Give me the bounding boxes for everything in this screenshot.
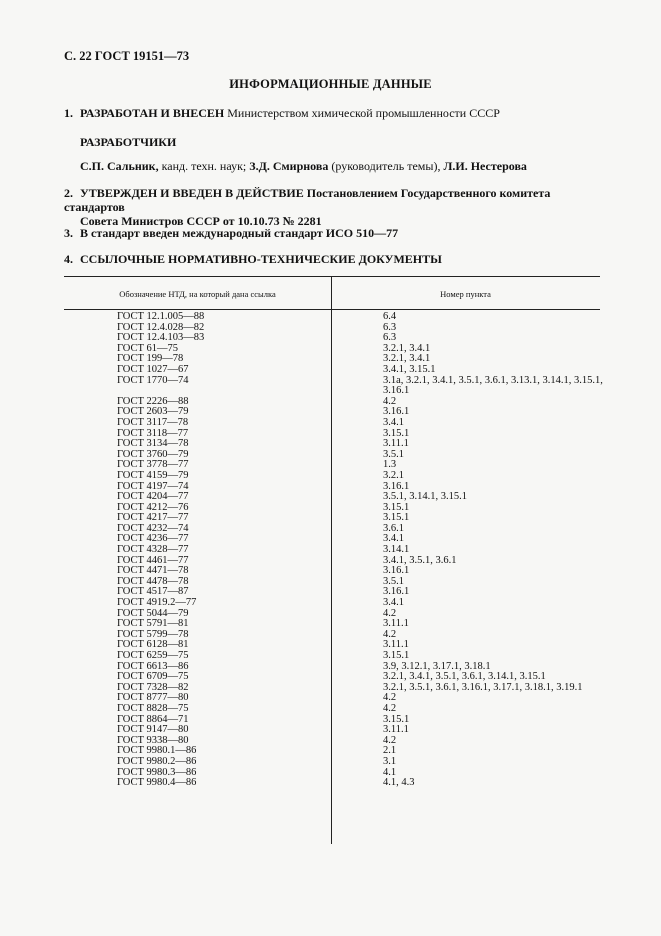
item-2-bold: УТВЕРЖДЕН И ВВЕДЕН В ДЕЙСТВИЕ xyxy=(80,186,304,200)
developer-title: канд. техн. наук; xyxy=(158,159,250,173)
item-1-text: Министерством химической промышленности СССР xyxy=(224,106,500,120)
item-2-continuation: Совета Министров СССР от 10.10.73 № 2281 xyxy=(80,214,322,228)
clause-numbers: 3.1а, 3.2.1, 3.4.1, 3.5.1, 3.6.1, 3.13.1, 3.14.1, 3.15.1, 3.16.1 xyxy=(383,374,603,397)
table-row xyxy=(0,534,661,545)
table-row xyxy=(0,736,661,747)
clause-numbers: 3.1 xyxy=(383,755,397,767)
table-row xyxy=(0,429,661,440)
clause-numbers: 3.16.1 xyxy=(383,586,410,598)
clause-numbers: 3.11.1 xyxy=(383,724,409,736)
table-header-col2: Номер пункта xyxy=(440,289,491,299)
clause-numbers: 3.4.1 xyxy=(383,416,404,428)
ntd-designation: ГОСТ 4328—77 xyxy=(117,544,189,556)
ntd-designation: ГОСТ 4236—77 xyxy=(117,533,189,545)
clause-numbers: 4.2 xyxy=(383,692,397,704)
table-row xyxy=(0,397,661,408)
item-3-number: 3. xyxy=(64,226,73,240)
item-3 xyxy=(64,226,398,241)
clause-numbers: 6.4 xyxy=(383,311,397,322)
developers-list xyxy=(80,159,527,174)
table-row xyxy=(0,566,661,577)
reference-table-body xyxy=(0,312,661,789)
ntd-designation: ГОСТ 6259—75 xyxy=(117,650,189,661)
ntd-designation: ГОСТ 6709—75 xyxy=(117,671,189,683)
table-row xyxy=(0,746,661,757)
table-row xyxy=(0,768,661,779)
table-row xyxy=(0,545,661,556)
ntd-designation: ГОСТ 4232—74 xyxy=(117,522,189,534)
item-2 xyxy=(64,186,604,228)
table-row xyxy=(0,513,661,524)
item-3-text: В стандарт введен международный стандарт ИСО 510—77 xyxy=(80,226,399,240)
clause-numbers: 4.1 xyxy=(383,766,397,778)
ntd-designation: ГОСТ 5799—78 xyxy=(117,628,189,640)
table-top-rule xyxy=(64,276,600,277)
clause-numbers: 2.1 xyxy=(383,745,397,757)
ntd-designation: ГОСТ 6128—81 xyxy=(117,639,189,651)
ntd-designation: ГОСТ 4217—77 xyxy=(117,512,189,524)
clause-numbers: 4.2 xyxy=(383,607,397,619)
developer-name: Л.И. Нестерова xyxy=(443,159,527,173)
clause-numbers: 3.2.1, 3.4.1 xyxy=(383,342,431,354)
item-2-number: 2. xyxy=(64,186,73,200)
clause-numbers: 3.15.1 xyxy=(383,650,410,661)
table-row xyxy=(0,715,661,726)
table-row xyxy=(0,439,661,450)
clause-numbers: 6.3 xyxy=(383,332,397,344)
ntd-designation: ГОСТ 12.4.028—82 xyxy=(117,321,205,333)
table-header-rule xyxy=(64,309,600,310)
clause-numbers: 3.11.1 xyxy=(383,639,409,651)
table-row xyxy=(0,662,661,673)
ntd-designation: ГОСТ 9980.3—86 xyxy=(117,766,197,778)
ntd-designation: ГОСТ 2603—79 xyxy=(117,406,189,418)
item-1 xyxy=(64,106,500,121)
clause-numbers: 3.2.1, 3.4.1 xyxy=(383,353,431,365)
clause-numbers: 3.16.1 xyxy=(383,406,410,418)
developers-heading: РАЗРАБОТЧИКИ xyxy=(80,135,177,149)
table-row xyxy=(0,471,661,482)
table-row xyxy=(0,492,661,503)
table-row xyxy=(0,630,661,641)
table-row xyxy=(0,407,661,418)
ntd-designation: ГОСТ 1770—74 xyxy=(117,374,189,386)
clause-numbers: 3.5.1 xyxy=(383,448,404,460)
clause-numbers: 3.4.1 xyxy=(383,533,404,545)
item-4-number: 4. xyxy=(64,252,73,266)
clause-numbers: 3.15.1 xyxy=(383,512,410,524)
ntd-designation: ГОСТ 3117—78 xyxy=(117,416,189,428)
clause-numbers: 3.2.1, 3.5.1, 3.6.1, 3.16.1, 3.17.1, 3.18.1, 3.19.1 xyxy=(383,681,583,693)
clause-numbers: 3.4.1, 3.5.1, 3.6.1 xyxy=(383,554,457,566)
ntd-designation: ГОСТ 3134—78 xyxy=(117,438,189,450)
clause-numbers: 4.2 xyxy=(383,628,397,640)
ntd-designation: ГОСТ 4212—76 xyxy=(117,501,189,513)
clause-numbers: 3.16.1 xyxy=(383,480,410,492)
clause-numbers: 3.15.1 xyxy=(383,501,410,513)
ntd-designation: ГОСТ 4919.2—77 xyxy=(117,597,197,609)
ntd-designation: ГОСТ 8828—75 xyxy=(117,702,189,714)
ntd-designation: ГОСТ 3760—79 xyxy=(117,448,189,460)
table-row xyxy=(0,482,661,493)
ntd-designation: ГОСТ 12.1.005—88 xyxy=(117,311,205,322)
ntd-designation: ГОСТ 8777—80 xyxy=(117,692,189,704)
developer-title: (руководитель темы), xyxy=(328,159,444,173)
table-row xyxy=(0,587,661,598)
clause-numbers: 3.11.1 xyxy=(383,618,409,630)
table-row xyxy=(0,651,661,662)
clause-numbers: 3.14.1 xyxy=(383,544,410,556)
clause-numbers: 3.2.1, 3.4.1, 3.5.1, 3.6.1, 3.14.1, 3.15.1 xyxy=(383,671,546,683)
clause-numbers: 3.2.1 xyxy=(383,469,404,481)
item-4 xyxy=(64,252,442,267)
ntd-designation: ГОСТ 4517—87 xyxy=(117,586,189,598)
clause-numbers: 4.2 xyxy=(383,395,397,407)
ntd-designation: ГОСТ 9338—80 xyxy=(117,734,189,746)
ntd-designation: ГОСТ 199—78 xyxy=(117,353,184,365)
item-4-text: ССЫЛОЧНЫЕ НОРМАТИВНО-ТЕХНИЧЕСКИЕ ДОКУМЕНТЫ xyxy=(80,252,442,266)
table-row xyxy=(0,577,661,588)
ntd-designation: ГОСТ 1027—67 xyxy=(117,363,189,375)
clause-numbers: 3.15.1 xyxy=(383,713,410,725)
clause-numbers: 3.5.1, 3.14.1, 3.15.1 xyxy=(383,491,467,503)
clause-numbers: 3.4.1, 3.15.1 xyxy=(383,363,436,375)
section-title: ИНФОРМАЦИОННЫЕ ДАННЫЕ xyxy=(229,77,432,91)
ntd-designation: ГОСТ 7328—82 xyxy=(117,681,189,693)
table-row xyxy=(0,460,661,471)
clause-numbers: 3.6.1 xyxy=(383,522,404,534)
table-row xyxy=(0,450,661,461)
table-row xyxy=(0,365,661,376)
ntd-designation: ГОСТ 9980.1—86 xyxy=(117,745,197,757)
table-row xyxy=(0,598,661,609)
table-row xyxy=(0,556,661,567)
clause-numbers: 4.2 xyxy=(383,734,397,746)
table-row xyxy=(0,312,661,323)
clause-numbers: 6.3 xyxy=(383,321,397,333)
clause-numbers: 3.16.1 xyxy=(383,565,410,577)
ntd-designation: ГОСТ 8864—71 xyxy=(117,713,189,725)
developer-name: З.Д. Смирнова xyxy=(249,159,329,173)
table-row xyxy=(0,619,661,630)
ntd-designation: ГОСТ 4471—78 xyxy=(117,565,189,577)
ntd-designation: ГОСТ 4204—77 xyxy=(117,491,189,503)
page-header: С. 22 ГОСТ 19151—73 xyxy=(64,49,190,63)
ntd-designation: ГОСТ 4478—78 xyxy=(117,575,189,587)
clause-numbers: 3.15.1 xyxy=(383,427,410,439)
ntd-designation: ГОСТ 9980.2—86 xyxy=(117,755,197,767)
clause-numbers: 3.9, 3.12.1, 3.17.1, 3.18.1 xyxy=(383,660,491,672)
ntd-designation: ГОСТ 3118—77 xyxy=(117,427,189,439)
ntd-designation: ГОСТ 5791—81 xyxy=(117,618,189,630)
clause-numbers: 4.2 xyxy=(383,702,397,714)
item-1-number: 1. xyxy=(64,106,73,120)
ntd-designation: ГОСТ 4197—74 xyxy=(117,480,189,492)
clause-numbers: 3.5.1 xyxy=(383,575,404,587)
table-row xyxy=(0,376,661,397)
ntd-designation: ГОСТ 6613—86 xyxy=(117,660,189,672)
table-row xyxy=(0,333,661,344)
table-row xyxy=(0,640,661,651)
table-row xyxy=(0,757,661,768)
table-row xyxy=(0,354,661,365)
ntd-designation: ГОСТ 4159—79 xyxy=(117,469,189,481)
developer-name: С.П. Сальник, xyxy=(80,159,159,173)
clause-numbers: 3.4.1 xyxy=(383,597,404,609)
table-row xyxy=(0,704,661,715)
item-2-text: Постановлением Государственного комитета стандартов xyxy=(64,186,551,214)
table-row xyxy=(0,609,661,620)
clause-numbers: 4.1, 4.3 xyxy=(383,777,415,789)
clause-numbers: 1.3 xyxy=(383,459,397,471)
table-row xyxy=(0,725,661,736)
ntd-designation: ГОСТ 4461—77 xyxy=(117,554,189,566)
item-1-bold: РАЗРАБОТАН И ВНЕСЕН xyxy=(80,106,225,120)
ntd-designation: ГОСТ 12.4.103—83 xyxy=(117,332,205,344)
table-row xyxy=(0,503,661,514)
table-row xyxy=(0,683,661,694)
ntd-designation: ГОСТ 3778—77 xyxy=(117,459,189,471)
clause-numbers: 3.11.1 xyxy=(383,438,409,450)
ntd-designation: ГОСТ 61—75 xyxy=(117,342,179,354)
table-header-col1: Обозначение НТД, на который дана ссылка xyxy=(119,289,276,299)
ntd-designation: ГОСТ 2226—88 xyxy=(117,395,189,407)
ntd-designation: ГОСТ 9147—80 xyxy=(117,724,189,736)
ntd-designation: ГОСТ 5044—79 xyxy=(117,607,189,619)
table-row xyxy=(0,693,661,704)
table-row xyxy=(0,778,661,789)
ntd-designation: ГОСТ 9980.4—86 xyxy=(117,777,197,789)
table-row xyxy=(0,323,661,334)
table-row xyxy=(0,418,661,429)
table-row xyxy=(0,524,661,535)
table-row xyxy=(0,344,661,355)
